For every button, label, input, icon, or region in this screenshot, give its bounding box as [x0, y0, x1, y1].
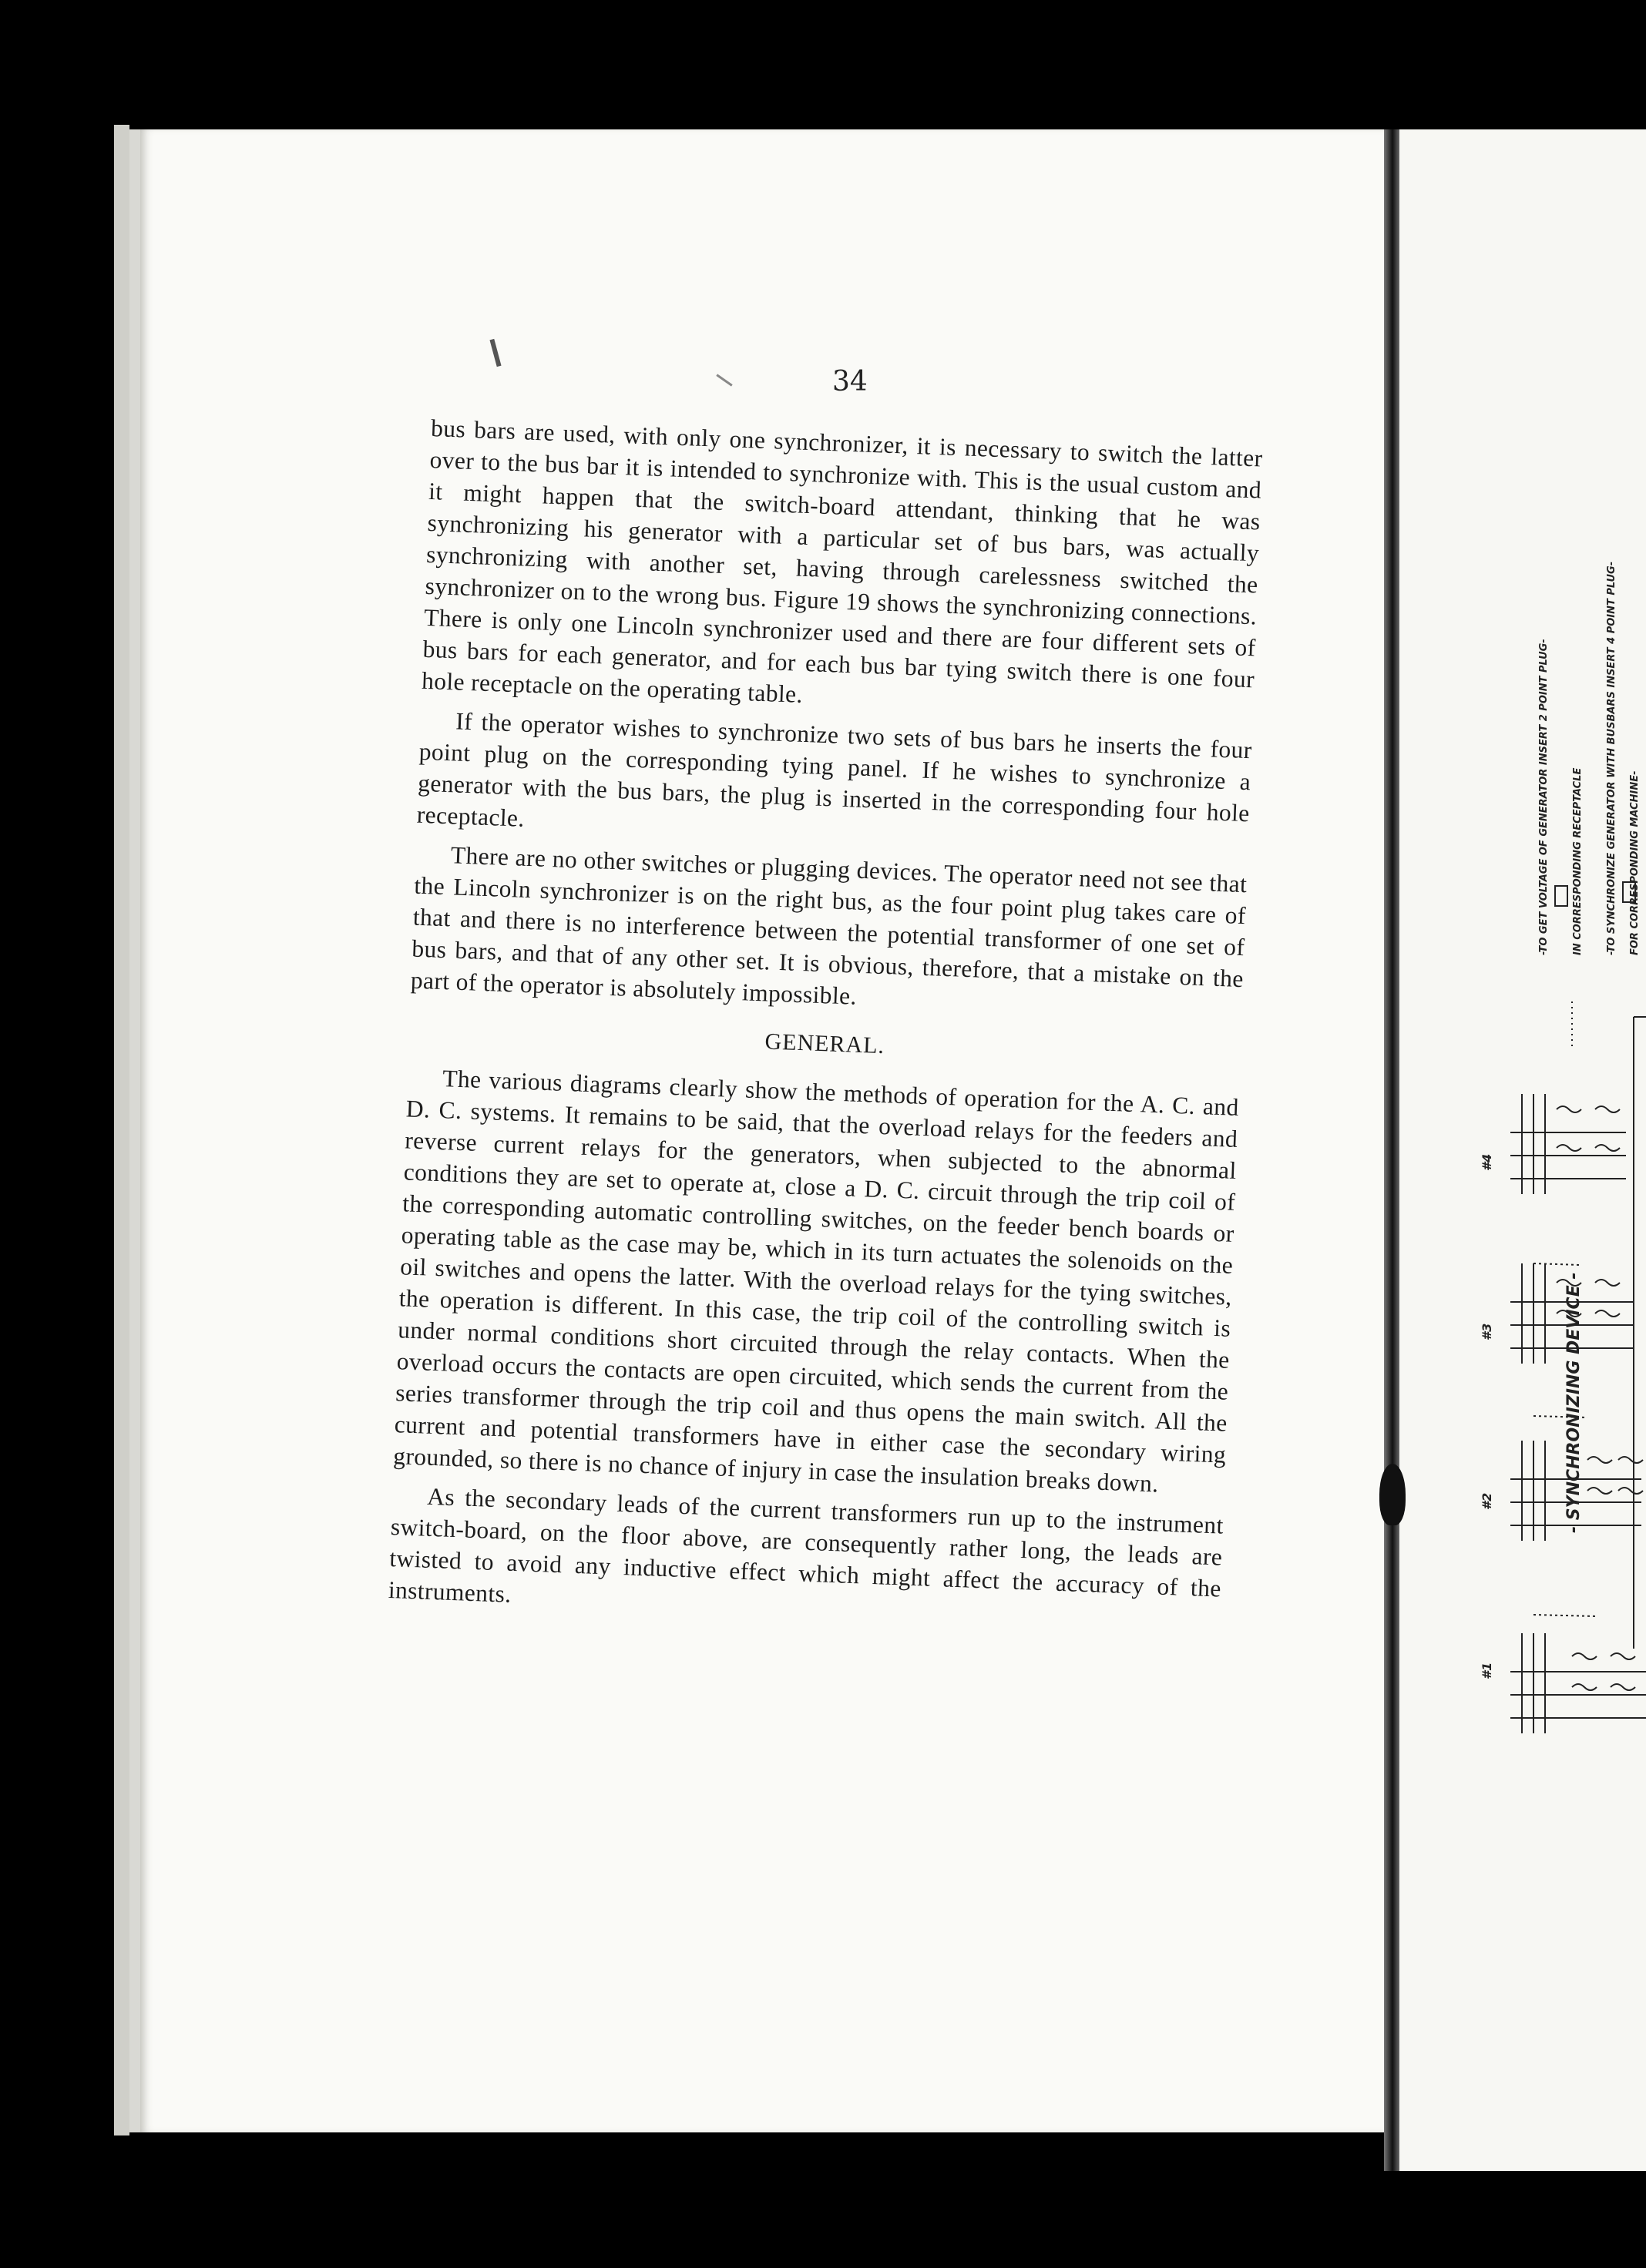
- generator-label: #2: [1480, 1492, 1494, 1510]
- diagram-legend-line: IN CORRESPONDING RECEPTACLE: [1572, 767, 1584, 955]
- paragraph: There are no other switches or plugging devices. The operator need not see that the Lincoln synchronizer is on the right bus, as the four point plug takes care of that and there is no interference between the potential transformer of one set of bus bars, and that of any other set. It is obvious, therefore, that a mistake on the part of the operator is absolutely impossible.: [410, 841, 1248, 1010]
- generator-label: #4: [1480, 1153, 1494, 1171]
- paragraph: The various diagrams clearly show the methods of operation for the A. C. and D. C. systems. It remains to be said, that the overload relays for the feeders and reverse current relays for the generators, when subjected to the abnormal conditions they are set to operate at, close a D. C. circuit through the trip coil of the corresponding automatic controlling switches, on the feeder bench boards or operating table as the case may be, which in its turn actuates the solenoids on the oil switches and opens the latter. With the overload relays for the tying switches, the operation is different. In this case, the trip coil of the controlling switch is under normal conditions short circuited through the relay contacts. When the overload occurs the contacts are open circuited, which sends the current from the series transformer through the trip coil and thus opens the main switch. All the current and potential transformers have in either case the secondary wiring grounded, so there is no chance of injury in case the insulation breaks down.: [392, 1065, 1240, 1498]
- section-heading: GENERAL.: [764, 1028, 885, 1059]
- paragraph: If the operator wishes to synchronize two sets of bus bars he inserts the four point plug on the corresponding tying panel. If he wishes to synchronize a generator with the bus bars, the plug is inserted in the corresponding four hole receptacle.: [416, 707, 1253, 832]
- diagram-title: - SYNCHRONIZING DEVICE -: [1564, 1272, 1584, 1533]
- legend-receptacle-box: [1623, 882, 1635, 902]
- paragraph: bus bars are used, with only one synchronizer, it is necessary to switch the latter over to the bus bar it is intended to synchronize with. This is the usual custom and it might happen that the switch-board attendant, thinking that he was synchronizing his generator with a particular set of bus bars, was actually synchronizing with another set, having through carelessness switched the synchronizer on to the wrong bus. Figure 19 shows the synchronizing connections. There is only one Lincoln synchronizer used and there are four different sets of bus bars for each generator, and for each bus bar tying switch there is one four hole receptacle on the operating table.: [421, 414, 1264, 708]
- generator-group: [1510, 1094, 1626, 1194]
- generator-label: #1: [1480, 1662, 1494, 1679]
- paragraph: As the secondary leads of the current transformers run up to the instrument switch-board, on the floor above, are consequently rather long, the leads are twisted to avoid any inductive effect which might affect the accuracy of the instruments.: [388, 1482, 1224, 1608]
- generator-label: #3: [1480, 1323, 1494, 1340]
- page-number: 34: [832, 366, 868, 398]
- diagram-legend-line: -TO SYNCHRONIZE GENERATOR WITH BUSBARS INSERT 4 POINT PLUG-: [1606, 561, 1617, 955]
- legend-receptacle-box: [1555, 886, 1567, 906]
- diagram-legend-line: -TO GET VOLTAGE OF GENERATOR INSERT 2 POINT PLUG-: [1538, 639, 1550, 955]
- generator-group: [1510, 1263, 1634, 1364]
- generator-group: [1510, 1441, 1643, 1541]
- generator-group: [1510, 1633, 1646, 1733]
- diagram-legend-line: FOR CORRESPONDING MACHINE-: [1629, 770, 1641, 955]
